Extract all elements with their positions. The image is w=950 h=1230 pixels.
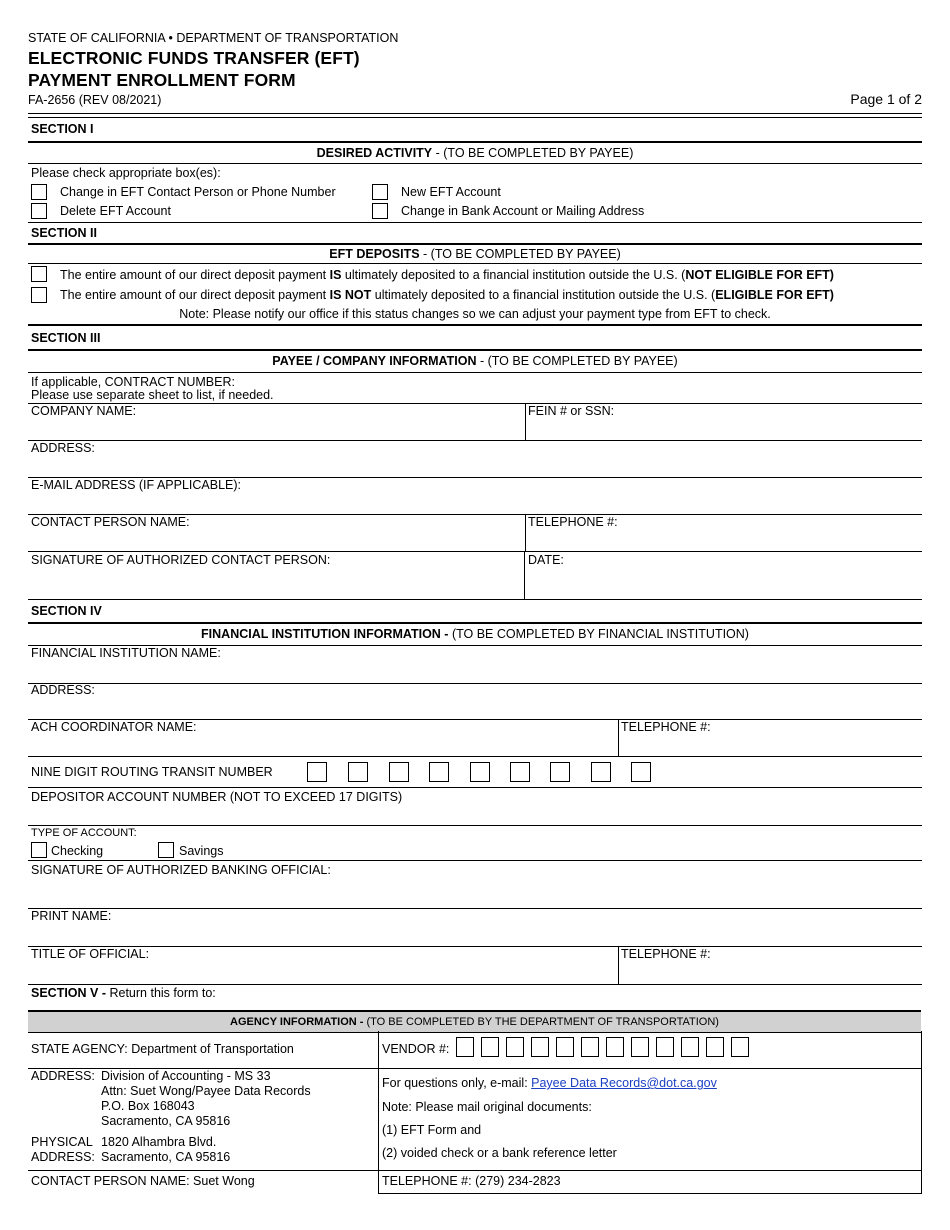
opt2-text-c: ultimately deposited to a financial institution outside the U.S. ( <box>371 288 716 302</box>
physical-address-line: 1820 Alhambra Blvd. <box>101 1135 217 1149</box>
form-title-line1: ELECTRONIC FUNDS TRANSFER (EFT) <box>28 48 360 68</box>
vendor-digit-box[interactable] <box>731 1037 749 1057</box>
physical-address-label: PHYSICAL <box>31 1135 93 1149</box>
divider <box>28 622 922 624</box>
contact-name-label: CONTACT PERSON NAME: <box>31 515 190 529</box>
divider <box>618 946 619 984</box>
date-label: DATE: <box>528 553 564 567</box>
divider <box>28 599 922 600</box>
divider <box>378 1193 922 1194</box>
divider <box>28 349 922 351</box>
divider <box>525 514 526 551</box>
opt1-text-b: IS <box>329 268 342 282</box>
vendor-digit-box[interactable] <box>606 1037 624 1057</box>
opt2-text-a: The entire amount of our direct deposit payment <box>60 288 330 302</box>
label-checking: Checking <box>51 844 104 858</box>
vendor-digit-box[interactable] <box>581 1037 599 1057</box>
mail-note: Note: Please mail original documents: <box>382 1100 592 1114</box>
fein-label: FEIN # or SSN: <box>528 404 615 418</box>
mailing-address-label: ADDRESS: <box>31 1069 95 1083</box>
divider <box>28 117 922 118</box>
agency-contact-telephone: TELEPHONE #: (279) 234-2823 <box>382 1174 561 1188</box>
divider <box>28 984 922 985</box>
checkbox-eligible[interactable] <box>31 287 47 303</box>
divider <box>28 372 922 373</box>
opt2-text-d: ELIGIBLE FOR EFT) <box>715 288 834 302</box>
routing-number-label: NINE DIGIT ROUTING TRANSIT NUMBER <box>31 765 273 779</box>
section-5-label-rest: Return this form to: <box>109 986 216 1000</box>
divider <box>28 263 922 264</box>
agency-heading-bold: AGENCY INFORMATION - <box>230 1016 367 1028</box>
fi-name-label: FINANCIAL INSTITUTION NAME: <box>31 646 221 660</box>
ach-coordinator-label: ACH COORDINATOR NAME: <box>31 720 197 734</box>
official-telephone-label: TELEPHONE #: <box>621 947 711 961</box>
vendor-digit-box[interactable] <box>456 1037 474 1057</box>
divider <box>28 243 922 245</box>
email-label: E-MAIL ADDRESS (IF APPLICABLE): <box>31 478 242 492</box>
label-not-eligible <box>60 268 834 282</box>
divider <box>28 440 922 441</box>
routing-digit-box[interactable] <box>591 762 611 782</box>
divider <box>524 551 525 599</box>
checkbox-new-account[interactable] <box>372 184 388 200</box>
mailing-address-line: P.O. Box 168043 <box>101 1099 195 1113</box>
divider <box>28 113 922 114</box>
page-number: Page 1 of 2 <box>850 91 922 107</box>
section-4-heading-bold: FINANCIAL INSTITUTION INFORMATION - <box>201 627 452 641</box>
vendor-digit-box[interactable] <box>681 1037 699 1057</box>
payee-address-label: ADDRESS: <box>31 441 95 455</box>
label-delete-account: Delete EFT Account <box>60 204 171 218</box>
payee-data-email-link[interactable]: Payee Data Records@dot.ca.gov <box>531 1076 717 1090</box>
form-number: FA-2656 (REV 08/2021) <box>28 93 162 107</box>
section-2-label: SECTION II <box>31 226 97 240</box>
form-title-line2: PAYMENT ENROLLMENT FORM <box>28 70 296 90</box>
company-name-label: COMPANY NAME: <box>31 404 137 418</box>
opt1-text-d: NOT ELIGIBLE FOR EFT) <box>685 268 834 282</box>
fi-address-label: ADDRESS: <box>31 683 95 697</box>
section-4-heading <box>28 627 922 641</box>
routing-digit-box[interactable] <box>550 762 570 782</box>
checkbox-checking[interactable] <box>31 842 47 858</box>
divider <box>28 908 922 909</box>
divider <box>28 324 922 326</box>
bank-signature-label: SIGNATURE OF AUTHORIZED BANKING OFFICIAL: <box>31 863 331 877</box>
divider <box>28 551 922 552</box>
mail-item-1: (1) EFT Form and <box>382 1123 482 1137</box>
mail-item-2: (2) voided check or a bank reference letter <box>382 1146 617 1160</box>
account-number-label: DEPOSITOR ACCOUNT NUMBER (NOT TO EXCEED 17 DIGITS) <box>31 790 403 804</box>
section-4-label: SECTION IV <box>31 604 102 618</box>
opt2-text-b: IS NOT <box>329 288 372 302</box>
checkbox-delete-account[interactable] <box>31 203 47 219</box>
section-1-label: SECTION I <box>31 122 94 136</box>
vendor-digit-box[interactable] <box>506 1037 524 1057</box>
section-5-label <box>31 986 216 1000</box>
routing-digit-box[interactable] <box>348 762 368 782</box>
mailing-address-line: Sacramento, CA 95816 <box>101 1114 231 1128</box>
account-type-label: TYPE OF ACCOUNT: <box>31 827 137 839</box>
section-3-heading <box>28 354 922 368</box>
physical-address-label-2: ADDRESS: <box>31 1150 95 1164</box>
contact-signature-label: SIGNATURE OF AUTHORIZED CONTACT PERSON: <box>31 553 331 567</box>
agency-contact-person: CONTACT PERSON NAME: Suet Wong <box>31 1174 255 1188</box>
check-instruction: Please check appropriate box(es): <box>31 166 221 180</box>
divider <box>28 825 922 826</box>
divider <box>28 1170 922 1171</box>
divider <box>28 787 922 788</box>
state-agency: STATE AGENCY: Department of Transportation <box>31 1042 294 1056</box>
divider <box>28 163 922 164</box>
divider <box>28 141 922 143</box>
routing-digit-box[interactable] <box>631 762 651 782</box>
routing-digit-box[interactable] <box>470 762 490 782</box>
routing-digit-box[interactable] <box>307 762 327 782</box>
routing-digit-box[interactable] <box>510 762 530 782</box>
official-title-label: TITLE OF OFFICIAL: <box>31 947 150 961</box>
agency-heading-rest: (TO BE COMPLETED BY THE DEPARTMENT OF TRANSPORTATION) <box>366 1016 719 1028</box>
contract-number-label: If applicable, CONTRACT NUMBER: <box>31 375 235 389</box>
mailing-address-line: Attn: Suet Wong/Payee Data Records <box>101 1084 311 1098</box>
divider <box>28 222 922 223</box>
ach-telephone-label: TELEPHONE #: <box>621 720 711 734</box>
contact-telephone-label: TELEPHONE #: <box>528 515 618 529</box>
agency-info-heading <box>28 1010 921 1033</box>
checkbox-change-bank[interactable] <box>372 203 388 219</box>
label-new-account: New EFT Account <box>401 185 501 199</box>
section-2-note: Note: Please notify our office if this status changes so we can adjust your payment type from EFT to check. <box>179 307 771 321</box>
checkbox-savings[interactable] <box>158 842 174 858</box>
vendor-digit-box[interactable] <box>531 1037 549 1057</box>
contract-number-hint: Please use separate sheet to list, if needed. <box>31 388 274 402</box>
divider <box>28 756 922 757</box>
divider <box>28 683 922 684</box>
agency-line: STATE OF CALIFORNIA • DEPARTMENT OF TRANSPORTATION <box>28 31 399 45</box>
routing-digit-box[interactable] <box>429 762 449 782</box>
divider <box>28 860 922 861</box>
section-2-heading-rest: - (TO BE COMPLETED BY PAYEE) <box>419 247 621 261</box>
section-1-heading-rest: - (TO BE COMPLETED BY PAYEE) <box>432 146 634 160</box>
physical-address-line: Sacramento, CA 95816 <box>101 1150 231 1164</box>
divider <box>28 946 922 947</box>
section-3-label: SECTION III <box>31 331 101 345</box>
print-name-label: PRINT NAME: <box>31 909 112 923</box>
opt1-text-a: The entire amount of our direct deposit payment <box>60 268 330 282</box>
label-eligible <box>60 288 834 302</box>
label-change-bank: Change in Bank Account or Mailing Address <box>401 204 645 218</box>
divider <box>525 403 526 440</box>
vendor-digit-box[interactable] <box>481 1037 499 1057</box>
vendor-digit-box[interactable] <box>656 1037 674 1057</box>
section-3-heading-bold: PAYEE / COMPANY INFORMATION <box>272 354 477 368</box>
mailing-address-line: Division of Accounting - MS 33 <box>101 1069 271 1083</box>
checkbox-change-contact[interactable] <box>31 184 47 200</box>
section-1-heading-bold: DESIRED ACTIVITY <box>316 146 433 160</box>
divider <box>618 719 619 756</box>
section-2-heading-bold: EFT DEPOSITS <box>329 247 420 261</box>
vendor-digit-box[interactable] <box>706 1037 724 1057</box>
section-3-heading-rest: - (TO BE COMPLETED BY PAYEE) <box>476 354 678 368</box>
questions-text: For questions only, e-mail: <box>382 1076 532 1090</box>
label-savings: Savings <box>179 844 224 858</box>
section-4-heading-rest: (TO BE COMPLETED BY FINANCIAL INSTITUTION) <box>451 627 749 641</box>
vendor-digit-box[interactable] <box>556 1037 574 1057</box>
routing-digit-box[interactable] <box>389 762 409 782</box>
vendor-label: VENDOR #: <box>382 1042 450 1056</box>
checkbox-not-eligible[interactable] <box>31 266 47 282</box>
divider <box>28 403 922 404</box>
section-1-heading <box>28 146 922 160</box>
questions-email <box>382 1076 717 1090</box>
vendor-digit-box[interactable] <box>631 1037 649 1057</box>
section-5-label-bold: SECTION V - <box>31 986 110 1000</box>
opt1-text-c: ultimately deposited to a financial institution outside the U.S. ( <box>341 268 686 282</box>
section-2-heading <box>28 247 922 261</box>
label-change-contact: Change in EFT Contact Person or Phone Number <box>60 185 336 199</box>
